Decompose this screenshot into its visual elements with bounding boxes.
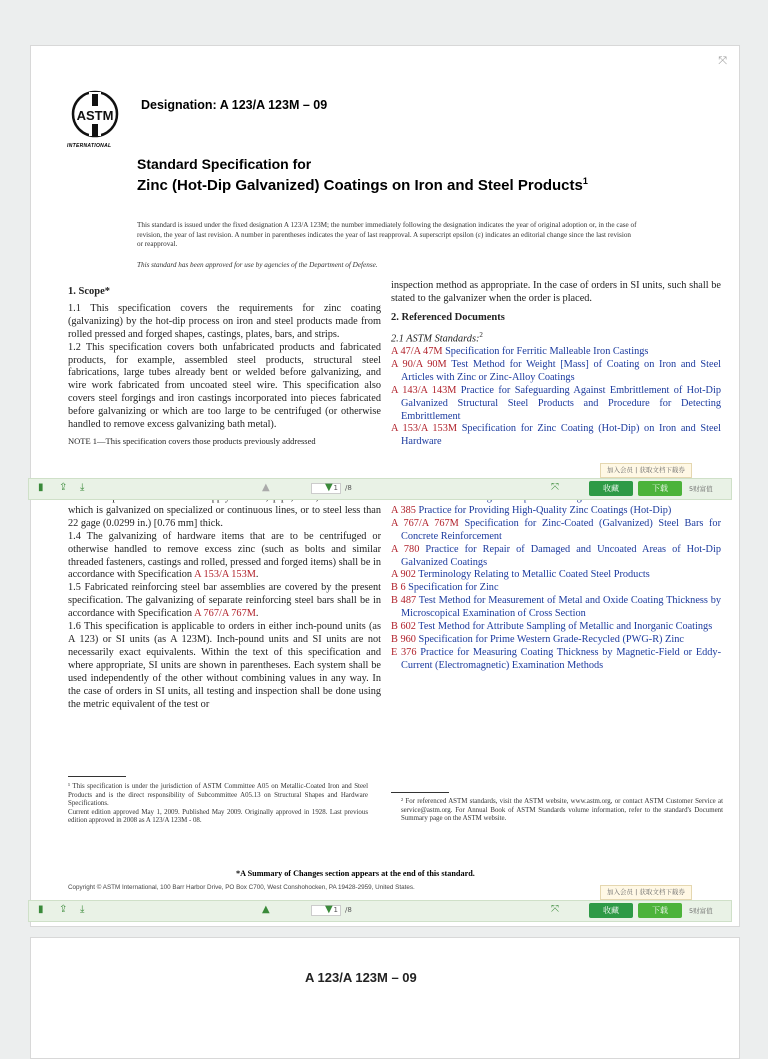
next-page-icon[interactable]: ▼ [325, 904, 333, 915]
para-continued: inspection method as appropriate. In the case of orders in SI units, such shall be stated to the galvanizer when the order is placed. [391, 280, 721, 304]
svg-text:ASTM: ASTM [76, 108, 114, 123]
ref-item[interactable]: B 960 Specification for Prime Western Grade-Recycled (PWG-R) Zinc [391, 633, 684, 645]
collapse-icon[interactable]: ⤓ [80, 482, 85, 493]
ref-item[interactable]: A 143/A 143M Practice for Safeguarding Against Embrittlement of Hot-Dip Galvanized Structural Steel Products and Procedure for Detecting Embrittlement [391, 384, 721, 422]
ref-item[interactable]: A 385 Practice for Providing High-Quality Zinc Coatings (Hot-Dip) [391, 504, 672, 516]
download-button[interactable]: 下载 [638, 481, 682, 496]
para-1-2: 1.2 This specification covers both unfabricated products and fabricated products, for example, assembled steel products, structural steel fabrications, large tubes already bent or welded before galvanizing, and wire work fabricated from uncoated steel wire. This specification also covers steel forgings and iron castings incorporated into pieces fabricated before galvanizing or which are too large to be centrifuged (or otherwise handled to remove excess galvanizing bath metal). [68, 341, 381, 431]
ref-item[interactable]: A 153/A 153M Specification for Zinc Coating (Hot-Dip) on Iron and Steel Hardware [391, 423, 721, 448]
designation: Designation: A 123/A 123M – 09 [141, 98, 328, 112]
para-1-5: 1.5 Fabricated reinforcing steel bar assemblies are covered by the present specification. The galvanizing of separate reinforcing steel bars shall be in accordance with Specification A 767/A 767M. [68, 582, 381, 620]
document-page-2 [30, 937, 740, 1059]
left-column-upper [68, 286, 381, 448]
right-column-upper [391, 280, 721, 449]
footnote-divider-left [68, 776, 126, 777]
page-number-input[interactable]: 1 [311, 905, 341, 916]
download-button[interactable]: 下载 [638, 903, 682, 918]
ref-item[interactable]: B 602 Test Method for Attribute Sampling of Metallic and Inorganic Coatings [391, 621, 713, 633]
note-1: NOTE 1—This specification covers those products previously addressed [68, 435, 316, 446]
ref-item[interactable]: A 902 Terminology Relating to Metallic Coated Steel Products [391, 569, 650, 581]
title-small: Standard Specification for [137, 156, 312, 172]
ref-item[interactable]: A 90/A 90M Test Method for Weight [Mass] of Coating on Iron and Steel Articles with Zinc or Zinc-Alloy Coatings [391, 358, 721, 383]
wealth-value: 5财富值 [689, 907, 713, 915]
vip-popup[interactable]: 加入会员 | 获取文档下载券 [600, 885, 692, 900]
para-1-4: 1.4 The galvanizing of hardware items that are to be centrifuged or otherwise handled to remove excess zinc (such as bolts and similar threaded fasteners, castings and rolled, pressed and forged items) shall be in accordance with Specification A 153/A 153M. [68, 530, 381, 581]
ref-item[interactable]: A 780 Practice for Repair of Damaged and Uncoated Areas of Hot-Dip Galvanized Coatings [391, 543, 722, 568]
ref-item[interactable]: A 47/A 47M Specification for Ferritic Malleable Iron Castings [391, 346, 649, 358]
favorite-button[interactable]: 收藏 [589, 481, 633, 496]
summary-note: *A Summary of Changes section appears at the end of this standard. [236, 869, 475, 878]
right-column-lower [391, 492, 721, 673]
reader-toolbar-bottom [28, 900, 732, 922]
scope-heading: 1. Scope* [68, 286, 110, 297]
page-2-header: A 123/A 123M – 09 [305, 970, 417, 985]
prev-page-icon[interactable]: ▲ [262, 482, 270, 493]
footnote-2: ² For referenced ASTM standards, visit the ASTM website, www.astm.org, or contact ASTM Customer Service at service@astm.org. For Annual Book of ASTM Standards volume information, refer to the standard's Document Summary page on the ASTM website. [401, 798, 723, 823]
para-1-3: which is galvanized on specialized or continuous lines, or to steel less than 22 gage (0.0299 in.) [0.76 mm] thick. [68, 504, 381, 529]
bookmark-icon[interactable]: ▮ [38, 904, 44, 915]
standard-notice: This standard is issued under the fixed designation A 123/A 123M; the number immediately following the designation indicates the year of original adoption or, in the case of revision, the year of last revision. A number in parentheses indicates the year of last reapproval. A superscript epsilon (ε) indicates an editorial change since the last revision or reapproval. [137, 221, 637, 249]
fit-icon[interactable]: ⤧ [551, 482, 559, 493]
para-1-1: 1.1 This specification covers the requirements for zinc coating (galvanizing) by the hot-dip process on iron and steel products made from rolled pressed and forged shapes, castings, plates, bars, and strips. [68, 302, 381, 340]
logo-subtitle: INTERNATIONAL [67, 143, 112, 149]
next-page-icon[interactable]: ▼ [325, 482, 333, 493]
ref-item[interactable]: E 376 Practice for Measuring Coating Thickness by Magnetic-Field or Eddy-Current (Electromagnetic) Examination Methods [391, 646, 722, 671]
ref-a767[interactable]: A 767/A 767M [194, 608, 256, 620]
copyright: Copyright © ASTM International, 100 Barr Harbor Drive, PO Box C700, West Conshohocken, PA 19428-2959, United States. [68, 884, 415, 891]
vip-popup[interactable]: 加入会员 | 获取文档下载券 [600, 463, 692, 478]
fullscreen-icon[interactable]: ⤧ [718, 54, 727, 67]
wealth-value: 5财富值 [689, 485, 713, 493]
dod-notice: This standard has been approved for use by agencies of the Department of Defense. [137, 261, 378, 269]
collapse-icon[interactable]: ⤓ [80, 904, 85, 915]
page-total: /8 [345, 906, 352, 914]
page-number-input[interactable]: 1 [311, 483, 341, 494]
share-icon[interactable]: ⇪ [59, 482, 68, 493]
left-column-lower [68, 492, 381, 711]
fit-icon[interactable]: ⤧ [551, 904, 559, 915]
ref-docs-heading: 2. Referenced Documents [391, 311, 505, 323]
footnote-1: ¹ This specification is under the jurisdiction of ASTM Committee A05 on Metallic-Coated Iron and Steel Products and is the direct responsibility of Subcommittee A05.13 on Structural Shapes and Hardware Specifications. Current edition approved May 1, 2009. Published May 2009. Originally approved in 1928. Last previous edition approved in 2008 as A 123/A 123M - 08. [68, 783, 368, 825]
astm-standards-label: 2.1 ASTM Standards:$^2$ [391, 330, 483, 345]
page-title: Zinc (Hot-Dip Galvanized) Coatings on Iron and Steel Products$^1$ [137, 176, 588, 194]
favorite-button[interactable]: 收藏 [589, 903, 633, 918]
ref-item[interactable]: B 487 Test Method for Measurement of Metal and Oxide Coating Thickness by Microscopical Examination of Cross Section [391, 595, 722, 620]
page-total: /8 [345, 484, 352, 492]
bookmark-icon[interactable]: ▮ [38, 482, 44, 493]
footnote-divider-right [391, 792, 449, 793]
share-icon[interactable]: ⇪ [59, 904, 68, 915]
ref-item[interactable]: B 6 Specification for Zinc [391, 582, 499, 594]
reader-toolbar [28, 478, 732, 500]
prev-page-icon[interactable]: ▲ [262, 904, 270, 915]
ref-item[interactable]: A 767/A 767M Specification for Zinc-Coated (Galvanized) Steel Bars for Concrete Reinforcement [391, 517, 722, 542]
ref-a153[interactable]: A 153/A 153M [194, 569, 256, 581]
para-1-6: 1.6 This specification is applicable to orders in either inch-pound units (as A 123) or SI units (as A 123M). Inch-pound units and SI units are not necessarily exact equivalents. Within the text of this specification and where appropriate, SI units are shown in parentheses. Each system shall be used independently of the other without combining values in any way. In the case of orders in SI units, all testing and inspection shall be done using the metric equivalent of the test or [68, 621, 381, 710]
astm-logo [69, 88, 121, 144]
